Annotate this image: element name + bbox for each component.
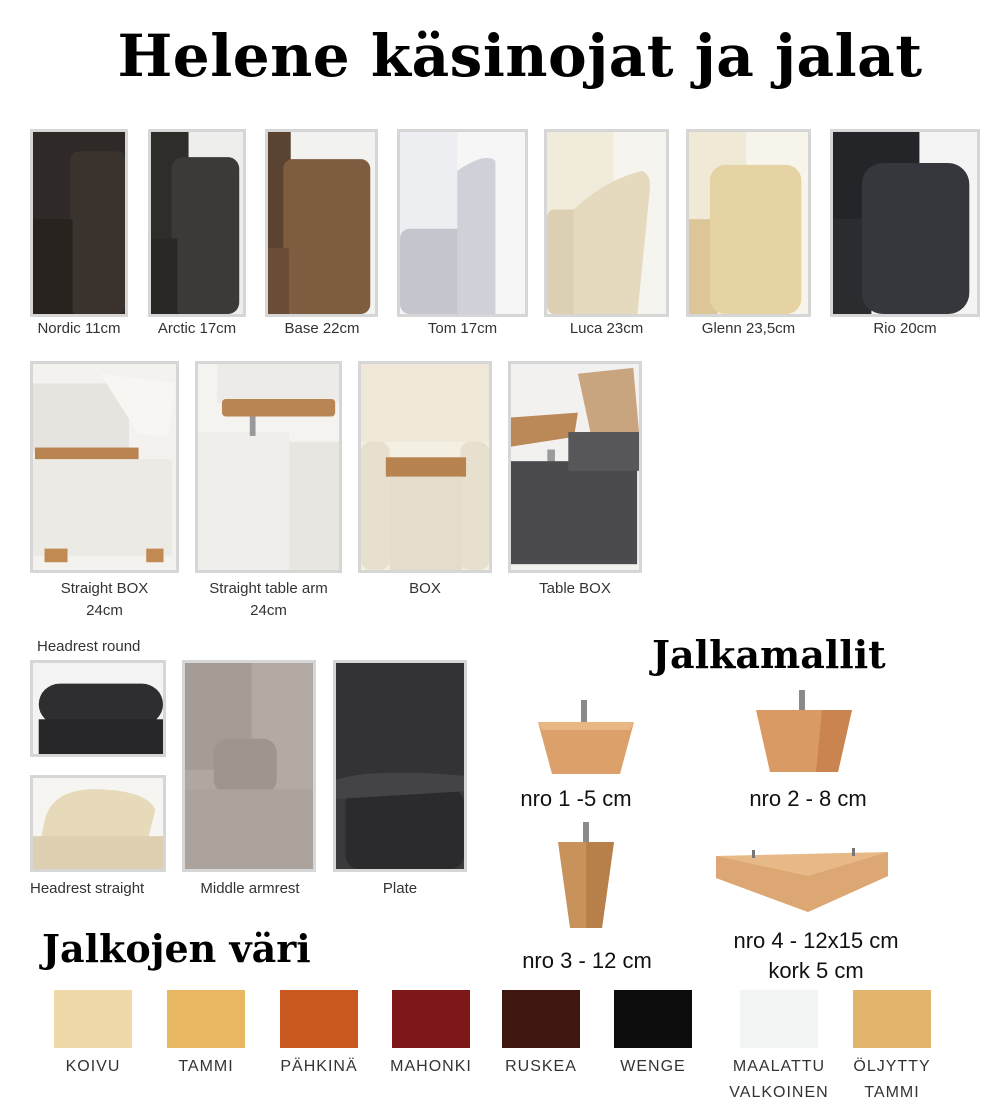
- armrest-label: Base 22cm: [284, 320, 360, 337]
- color-swatch-mahonki: [392, 990, 470, 1048]
- armrest-luca-image: [544, 129, 669, 317]
- armrest-tom-image: [397, 129, 528, 317]
- leg-3-label: nro 3 - 12 cm: [522, 948, 652, 973]
- table-box-image: [508, 361, 642, 573]
- armrest-label: Glenn 23,5cm: [701, 320, 796, 337]
- color-swatch-ruskea: [502, 990, 580, 1048]
- box-arm-label: Table BOX: [539, 580, 611, 597]
- color-swatch-label: MAALATTU VALKOINEN: [729, 1058, 829, 1101]
- color-swatch-wenge: [614, 990, 692, 1048]
- color-swatch-maalattu-valkoinen: [740, 990, 818, 1048]
- box-arm-label: Straight table arm 24cm: [209, 580, 328, 619]
- leg-2-label: nro 2 - 8 cm: [749, 786, 867, 811]
- page-title: Helene käsinojat ja jalat: [117, 22, 923, 90]
- headrest-round-image: [30, 660, 166, 757]
- colors-title: Jalkojen väri: [42, 926, 311, 971]
- straight-box-image: [30, 361, 179, 573]
- leg-1-label: nro 1 -5 cm: [520, 786, 632, 811]
- headrest-straight-label: Headrest straight: [30, 880, 145, 897]
- legs-title: Jalkamallit: [652, 632, 886, 677]
- plate-label: Plate: [382, 880, 418, 897]
- leg-1-image: [530, 700, 642, 782]
- color-swatch-koivu: [54, 990, 132, 1048]
- armrest-label: Arctic 17cm: [157, 320, 237, 337]
- armrest-arctic-image: [148, 129, 246, 317]
- color-swatch-label: ÖLJYTTY TAMMI: [853, 1058, 931, 1101]
- box-arm-label: BOX: [409, 580, 441, 597]
- straight-table-arm-image: [195, 361, 342, 573]
- color-swatch-label: WENGE: [620, 1058, 686, 1075]
- color-swatch-tammi: [167, 990, 245, 1048]
- leg-2-image: [752, 690, 856, 778]
- color-swatch-label: PÄHKINÄ: [280, 1058, 358, 1075]
- color-swatch-öljytty-tammi: [853, 990, 931, 1048]
- middle-armrest-image: [182, 660, 316, 872]
- armrest-label: Rio 20cm: [873, 320, 937, 337]
- headrest-round-label: Headrest round: [37, 638, 141, 655]
- armrest-rio-image: [830, 129, 980, 317]
- armrest-label: Luca 23cm: [569, 320, 644, 337]
- color-swatch-label: KOIVU: [65, 1058, 121, 1075]
- box-image: [358, 361, 492, 573]
- middle-armrest-label: Middle armrest: [200, 880, 300, 897]
- color-swatch-label: RUSKEA: [505, 1058, 577, 1075]
- armrest-nordic-image: [30, 129, 128, 317]
- headrest-straight-image: [30, 775, 166, 872]
- color-swatch-pähkinä: [280, 990, 358, 1048]
- leg-4-image: [712, 846, 892, 916]
- color-swatch-label: TAMMI: [178, 1058, 234, 1075]
- armrest-label: Nordic 11cm: [37, 320, 121, 337]
- box-arm-label: Straight BOX 24cm: [60, 580, 149, 619]
- armrest-label: Tom 17cm: [427, 320, 498, 337]
- leg-3-image: [554, 822, 618, 930]
- leg-4-label: nro 4 - 12x15 cm kork 5 cm: [733, 928, 899, 983]
- armrest-base-image: [265, 129, 378, 317]
- armrest-glenn-image: [686, 129, 811, 317]
- plate-image: [333, 660, 467, 872]
- color-swatch-label: MAHONKI: [390, 1058, 472, 1075]
